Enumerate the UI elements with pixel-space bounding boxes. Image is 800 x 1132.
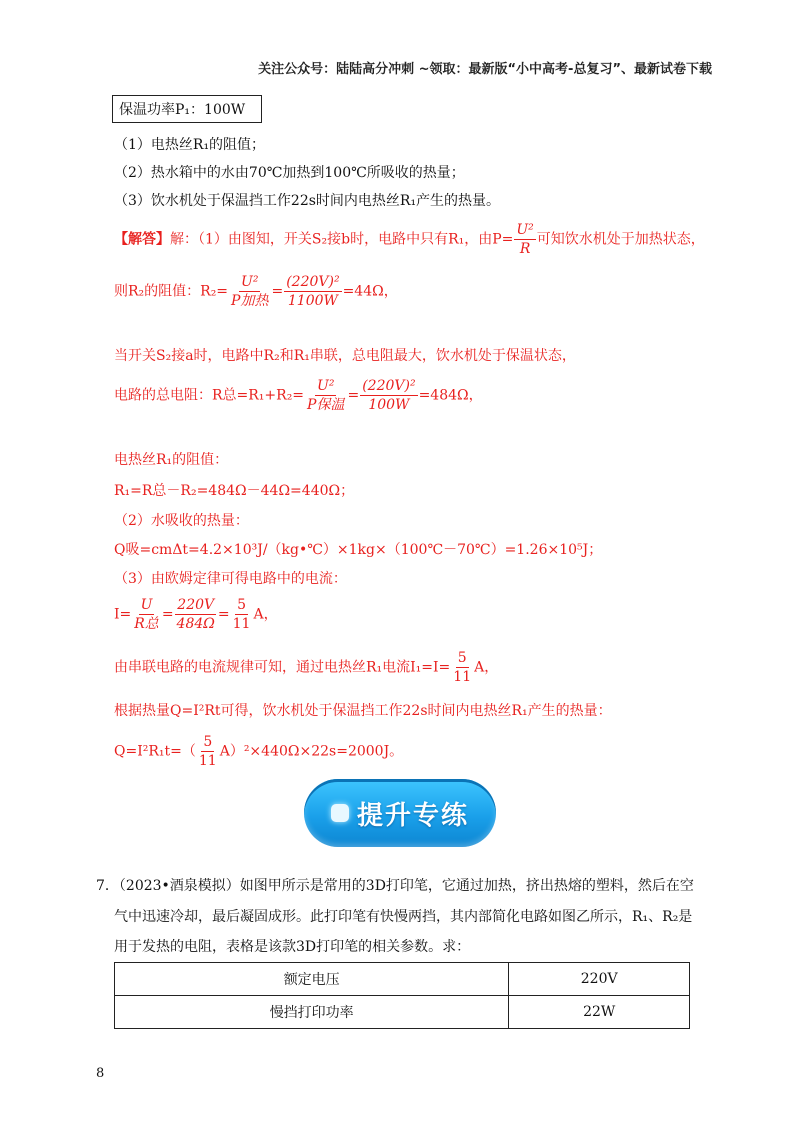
fraction: $\frac{U}{\text{R总}}$ [134,597,159,632]
fraction: $\frac{\text{(220V)²}}{1100W}$ [286,274,340,309]
page-number: 8 [96,1066,105,1081]
answer-line-4: 电路的总电阻：R总=R₁+R₂= $\frac{\text{U²}}{\text{P保温}}$ = $\frac{\text{(220V)²}}{100W}$ =484Ω， [114,378,483,413]
answer-line-3: 当开关S₂接a时，电路中R₂和R₁串联，总电阻最大，饮水机处于保温状态， [114,348,576,364]
answer-line-5: 电热丝R₁的阻值： [114,452,229,468]
question-1: （1）电热丝R₁的阻值； [114,137,266,153]
answer-line-12: 根据热量Q=I²Rt可得，饮水机处于保温挡工作22s时间内电热丝R₁产生的热量： [114,703,612,719]
fraction: $\frac{5}{11}$ [198,734,217,769]
page-header: 关注公众号：陆陆高分冲刺 ~领取：最新版“小中高考-总复习”、最新试卷下载 [258,62,712,77]
fraction: $\frac{\text{U²}}{\text{P加热}}$ [231,274,269,309]
answer-line-1: 【解答】解：（1）由图知，开关S₂接b时，电路中只有R₁，由P= $\frac{\text{U²}}{R}$ 可知饮水机处于加热状态， [114,222,705,257]
answer-line-8: Q吸=cmΔt=4.2×10³J/（kg•℃）×1kg×（100℃－70℃）=1.26×10⁵J； [114,542,603,558]
table-cell: 慢挡打印功率 [115,996,509,1029]
problem-7-line-3: 用于发热的电阻，表格是该款3D打印笔的相关参数。求： [114,939,471,955]
bullet-icon [331,804,349,822]
parameter-table [114,962,690,1029]
question-3: （3）饮水机处于保温挡工作22s时间内电热丝R₁产生的热量。 [114,193,501,209]
answer-line-9: （3）由欧姆定律可得电路中的电流： [114,571,347,587]
table-cell: 220V [509,963,690,996]
fraction: $\frac{\text{(220V)²}}{100W}$ [362,378,416,413]
boxed-parameter: 保温功率P₁：100W [112,95,262,123]
answer-line-10: I= $\frac{U}{\text{R总}}$ = $\frac{220V}{484\Omega}$ = $\frac{5}{11}$ A， [114,597,278,632]
table-cell: 22W [509,996,690,1029]
table-row [115,963,690,996]
answer-line-13: Q=I²R₁t=（ $\frac{5}{11}$ A）²×440Ω×22s=2000J。 [114,734,404,769]
answer-line-2: 则R₂的阻值：R₂= $\frac{\text{U²}}{\text{P加热}}$ = $\frac{\text{(220V)²}}{1100W}$ =44Ω， [114,274,398,309]
practice-banner-label: 提升专练 [356,800,469,831]
answer-line-6: R₁=R总－R₂=484Ω－44Ω=440Ω； [114,483,355,499]
practice-banner [304,779,496,847]
table-row [115,996,690,1029]
fraction: $\frac{5}{11}$ [232,597,251,632]
question-2: （2）热水箱中的水由70℃加热到100℃所吸收的热量； [114,165,465,181]
answer-line-7: （2）水吸收的热量： [114,513,249,529]
fraction: $\frac{220V}{484\Omega}$ [176,597,215,632]
fraction: $\frac{\text{U²}}{\text{P保温}}$ [307,378,345,413]
problem-7-line-2: 气中迅速冷却，最后凝固成形。此打印笔有快慢两挡，其内部简化电路如图乙所示，R₁、R₂是 [114,909,693,925]
fraction: $\frac{\text{U²}}{R}$ [516,222,534,257]
problem-7-line-1: 7．（2023•酒泉模拟）如图甲所示是常用的3D打印笔，它通过加热，挤出热熔的塑料，然后在空 [96,878,694,894]
fraction: $\frac{5}{11}$ [453,650,472,685]
answer-label: 【解答】 [114,231,170,248]
answer-line-11: 由串联电路的电流规律可知，通过电热丝R₁电流I₁=I= $\frac{5}{11}$ A， [114,650,499,685]
table-cell: 额定电压 [115,963,509,996]
